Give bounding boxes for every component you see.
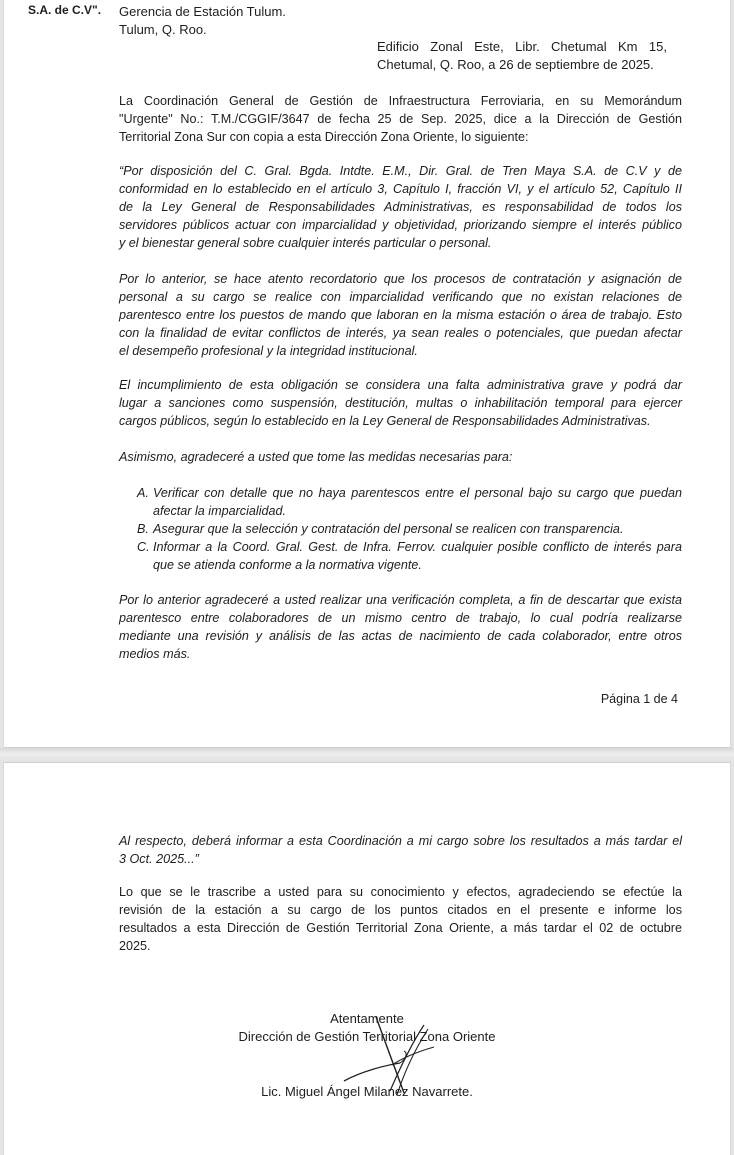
list-item: B. Asegurar que la selección y contratación del personal se realicen con transparencia.: [137, 522, 624, 536]
quote-paragraph-1: “Por disposición del C. Gral. Bgda. Intdte. E.M., Dir. Gral. de Tren Maya S.A. de C.V y de conformidad en lo establecido en el artículo 3, Capítulo I, fracción VI, y el artículo 52, Capítulo II de la Ley General de Responsabilidades Administrativas, es responsabilidad de todos los servidores públicos actuar con imparcialidad y objetividad, priorizando siempre el interés público y el bienestar general sobre cualquier interés particular o personal.: [119, 164, 682, 250]
page-separator: [0, 748, 734, 762]
recipient-line: Tulum, Q. Roo.: [119, 22, 207, 37]
place-date-block: [377, 38, 667, 74]
quote-paragraph-5: Por lo anterior agradeceré a usted realizar una verificación completa, a fin de descartar que exista parentesco entre colaboradores de un mismo centro de trabajo, lo cual podría realizarse mediante una revisión y análisis de las actas de nacimiento de cada colaborador, entre otros medios más.: [119, 593, 682, 661]
document-page-1: [3, 0, 731, 748]
signature-salutation: Atentamente: [330, 1011, 404, 1026]
signer-name: Lic. Miguel Ángel Milanez Navarrete.: [261, 1084, 473, 1099]
document-page-2: [3, 762, 731, 1155]
quote-paragraph-2: Por lo anterior, se hace atento recordatorio que los procesos de contratación y asignación de personal a su cargo se realice con imparcialidad verificando que no existan relaciones de parentesco entre los puestos de mando que laboran en la misma estación o área de trabajo. Esto con la finalidad de evitar conflictos de interés, ya sean reales o potenciales, que puedan afectar el desempeño profesional y la integridad institucional.: [119, 272, 682, 358]
date-line: Chetumal, Q. Roo, a 26 de septiembre de 2025.: [377, 57, 654, 72]
closing-paragraph: Lo que se le trascribe a usted para su conocimiento y efectos, agradeciendo se efectúe la revisión de la estación a su cargo de los puntos citados en el presente e informe los resultados a esta Dirección de Gestión Territorial Zona Oriente, a más tardar el 02 de octubre 2025.: [119, 885, 682, 953]
list-item: C. Informar a la Coord. Gral. Gest. de Infra. Ferrov. cualquier posible conflicto de interés para que se atienda conforme a la normativa vigente.: [137, 540, 682, 572]
place-line: Edificio Zonal Este, Libr. Chetumal Km 15,: [377, 39, 667, 54]
quote-paragraph-4: Asimismo, agradeceré a usted que tome las medidas necesarias para:: [119, 450, 513, 464]
recipient-block: [119, 3, 286, 39]
company-suffix: S.A. de C.V".: [28, 3, 102, 17]
measures-list: [137, 484, 682, 574]
intro-paragraph: La Coordinación General de Gestión de Infraestructura Ferroviaria, en su Memorándum "Urgente" No.: T.M./CGGIF/3647 de fecha 25 de Sep. 2025, dice a la Dirección de Gestión Territorial Zona Sur con copia a esta Dirección Zona Oriente, lo siguiente:: [119, 94, 682, 144]
signature-department: Dirección de Gestión Territorial Zona Oriente: [238, 1029, 496, 1044]
recipient-line: Gerencia de Estación Tulum.: [119, 4, 286, 19]
list-item: A. Verificar con detalle que no haya parentescos entre el personal bajo su cargo que puedan afectar la imparcialidad.: [137, 486, 682, 518]
quote-closing-paragraph: Al respecto, deberá informar a esta Coordinación a mi cargo sobre los resultados a más tardar el 3 Oct. 2025...”: [119, 834, 682, 866]
page-number: Página 1 de 4: [600, 692, 678, 706]
quote-paragraph-3: El incumplimiento de esta obligación se considera una falta administrativa grave y podrá dar lugar a sanciones como suspensión, destitución, multas o inhabilitación temporal para ejercer cargos públicos, según lo establecido en la Ley General de Responsabilidades Administrativas.: [119, 378, 682, 428]
